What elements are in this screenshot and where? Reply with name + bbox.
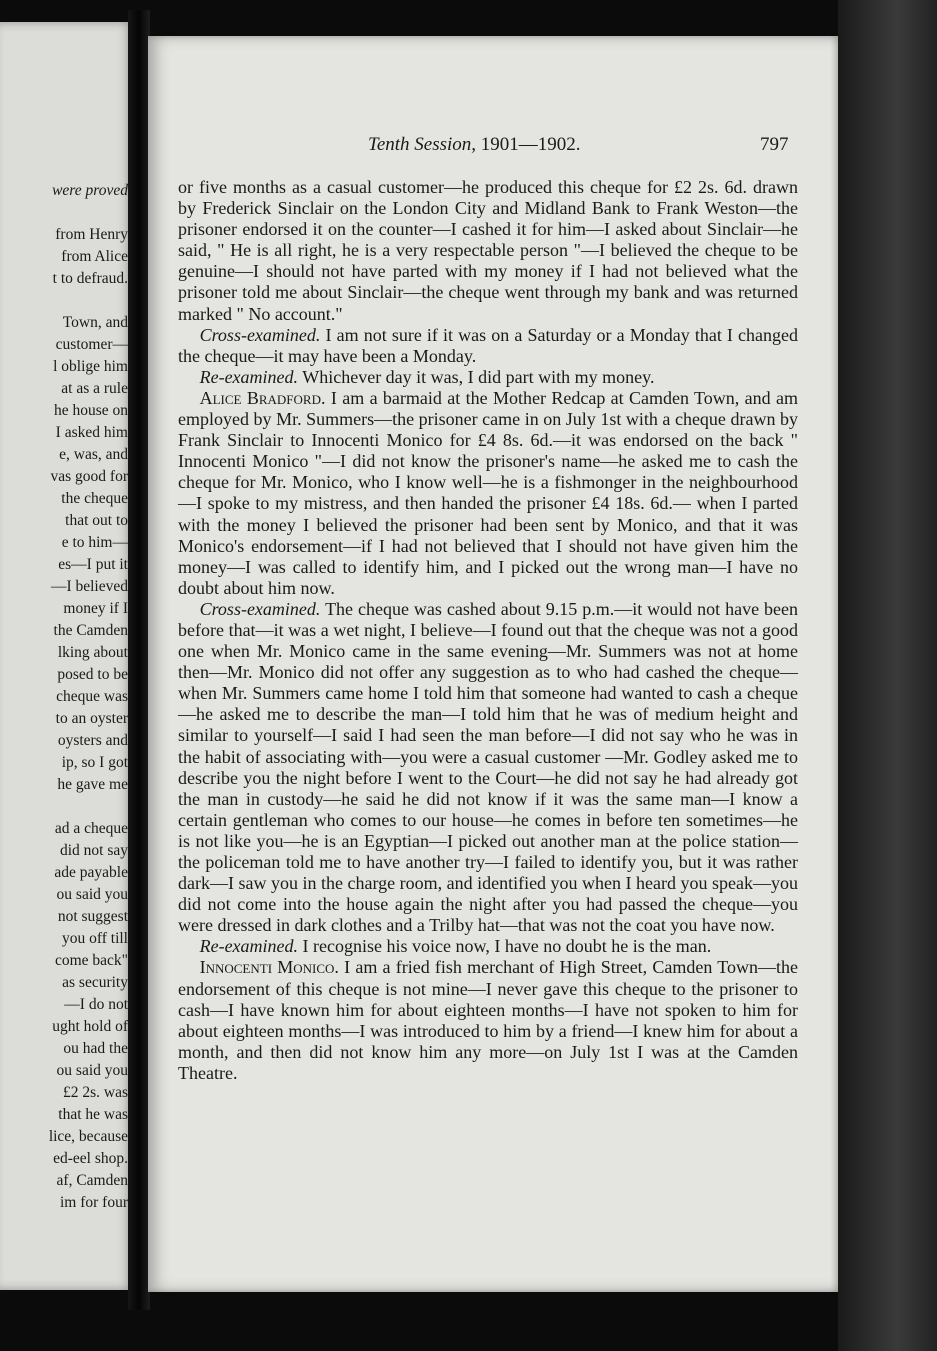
previous-page-line: as security	[62, 974, 128, 991]
previous-page-line: at as a rule	[61, 380, 128, 397]
paragraph-witness-testimony	[178, 388, 798, 599]
paragraph-text: I recognise his voice now, I have no doubt he is the man.	[302, 936, 712, 957]
previous-page-line	[49, 796, 128, 818]
examination-label: Cross-examined.	[199, 324, 321, 345]
page-header	[148, 134, 798, 160]
previous-page-line: lking about	[57, 644, 128, 661]
previous-page-line: ou said you	[56, 1062, 128, 1079]
previous-page-line: ught hold of	[52, 1018, 128, 1035]
previous-page-line: vas good for	[50, 468, 128, 485]
previous-page-line: I asked him	[55, 424, 128, 441]
previous-page-line: the cheque	[61, 490, 128, 507]
paragraph-text: I am not sure if it was on a Saturday or a Monday that I changed the cheque—it may have been a Monday.	[178, 324, 798, 366]
previous-page-line: not suggest	[57, 908, 128, 925]
paragraph-text: The cheque was cashed about 9.15 p.m.—it would not have been before that—it was a wet night, I believe—I found out that the cheque was not a good one when Mr. Monico came in the same evening—Mr. Summers was not at home then—Mr. Monico did not offer any suggestion as to who had cashed the cheque—when Mr. Summers came home I told him that someone had wanted to cash a cheque—he asked me to describe the man—I told him that he was of medium height and similar to yourself—I said I had seen the man before—I did not say who he was in the habit of associating with—you were a casual customer —Mr. Godley asked me to describe you the night before I went to the Court—he did not say he had already got the man in custody—he said he did not know if it was the same man—I know a certain gentleman who comes to our house—he comes in before ten sometimes—he is not like you—he is an Egyptian—I picked out another man at the police station—the policeman told me to have another try—I failed to identify you, but it was rather dark—I saw you in the charge room, and identified you when I heard you speak—you did not come into the house again the night after you had passed the cheque—you were dressed in dark clothes and a Trilby hat—that was not the coat you have now.	[178, 598, 798, 936]
previous-page-line: come back"	[54, 952, 128, 969]
previous-page-line: £2 2s. was	[62, 1084, 128, 1101]
paragraph-text: or five months as a casual customer—he produced this cheque for £2 2s. 6d. drawn by Frederick Sinclair on the London City and Midland Bank to Frank Weston—the prisoner endorsed it on the counter—I cashed it for him—I asked about Sinclair—he said, " He is all right, he is a very respectable person "—I believed the cheque to be genuine—I should not have parted with my money if I had not believed what the prisoner told me about Sinclair—the cheque went through my bank and was returned marked " No account."	[178, 177, 798, 324]
previous-page-line: Town, and	[62, 314, 128, 331]
paragraph-continued	[178, 177, 798, 325]
previous-page-line: you off till	[61, 930, 128, 947]
paragraph-re-examination	[178, 367, 798, 388]
paragraph-text: I am a barmaid at the Mother Redcap at Camden Town, and am employed by Mr. Summers—the prisoner came in on July 1st with a cheque drawn by Frank Sinclair to Innocenti Monico for £4 8s. 6d.—it was endorsed on the back " Innocenti Monico "—I did not know the prisoner's name—he asked me to cash the cheque for Mr. Monico, who I know well—he is a fishmonger in the neighbourhood —I spoke to my mistress, and then handed the prisoner £4 18s. 6d.— when I parted with the money I believed the prisoner had been sent by Monico, and that it was Monico's endorsement—if I had not believed that I should not have given him the money—I was called to identify him, and I picked out the wrong man—I have no doubt about him now.	[178, 387, 799, 598]
previous-page-line: the Camden	[53, 622, 128, 639]
previous-page-line: money if I	[63, 600, 128, 617]
previous-page-line: e, was, and	[59, 446, 128, 463]
running-title	[368, 134, 581, 156]
previous-page-line: —I believed	[50, 578, 128, 595]
previous-page-line: from Henry	[55, 226, 128, 243]
paragraph-cross-examination	[178, 325, 798, 367]
previous-page-line: l oblige him	[53, 358, 128, 375]
paragraph-text: Whichever day it was, I did part with my money.	[302, 366, 655, 387]
previous-page-line: ou said you	[56, 886, 128, 903]
examination-label: Re-examined.	[199, 366, 299, 387]
paragraph-cross-examination	[178, 599, 798, 937]
previous-page-line: that out to	[65, 512, 128, 529]
previous-page-line: ou had the	[63, 1040, 128, 1057]
running-title-session: Tenth Session,	[368, 134, 477, 155]
previous-page-line: lice, because	[48, 1128, 128, 1145]
paragraph-text: I am a fried fish merchant of High Street, Camden Town—the endorsement of this cheque is not mine—I never gave this cheque to the prisoner to cash—I have known him for about eighteen months—I have not spoken to him for about eighteen months—I was introduced to him by a friend—I knew him for about a month, and then did not know him any more—on July 1st I was at the Camden Theatre.	[178, 957, 798, 1083]
witness-name: Alice Bradford.	[199, 387, 326, 408]
current-page	[148, 36, 838, 1292]
previous-page-line: he gave me	[57, 776, 128, 793]
previous-page-line: es—I put it	[58, 556, 128, 573]
previous-page-line	[49, 290, 128, 312]
page-body	[178, 177, 798, 1084]
previous-page-line: to an oyster	[55, 710, 128, 727]
previous-page-line: cheque was	[56, 688, 128, 705]
page-number: 797	[760, 134, 789, 155]
previous-page-line: ad a cheque	[54, 820, 128, 837]
running-title-years: 1901—1902.	[480, 134, 581, 155]
previous-page-line: posed to be	[57, 666, 128, 683]
previous-page-line: ade payable	[54, 864, 128, 881]
previous-page-line: were proved	[52, 182, 128, 199]
witness-name: Innocenti Monico.	[199, 957, 339, 978]
previous-page-line: t to defraud.	[52, 270, 128, 287]
previous-page-line: e to him—	[61, 534, 128, 551]
previous-page-line: that he was	[58, 1106, 128, 1123]
previous-page-line	[49, 202, 128, 224]
previous-page-line: ed-eel shop.	[53, 1150, 128, 1167]
examination-label: Re-examined.	[199, 936, 299, 957]
previous-page-line: —I do not	[64, 996, 128, 1013]
previous-page-line: did not say	[59, 842, 128, 859]
previous-page-line: from Alice	[61, 248, 128, 265]
paragraph-re-examination	[178, 936, 798, 957]
background-edge	[838, 0, 937, 1351]
previous-page-line: he house on	[53, 402, 128, 419]
previous-page-line: im for four	[59, 1194, 128, 1211]
previous-page-line: af, Camden	[56, 1172, 128, 1189]
previous-page-text-column	[49, 180, 128, 1214]
previous-page-line: ip, so I got	[61, 754, 128, 771]
examination-label: Cross-examined.	[199, 598, 321, 619]
paragraph-witness-testimony	[178, 957, 798, 1084]
previous-page-line: oysters and	[57, 732, 128, 749]
previous-page-line: customer—	[55, 336, 128, 353]
book-gutter	[128, 10, 150, 1310]
previous-page-fragment	[0, 22, 134, 1290]
